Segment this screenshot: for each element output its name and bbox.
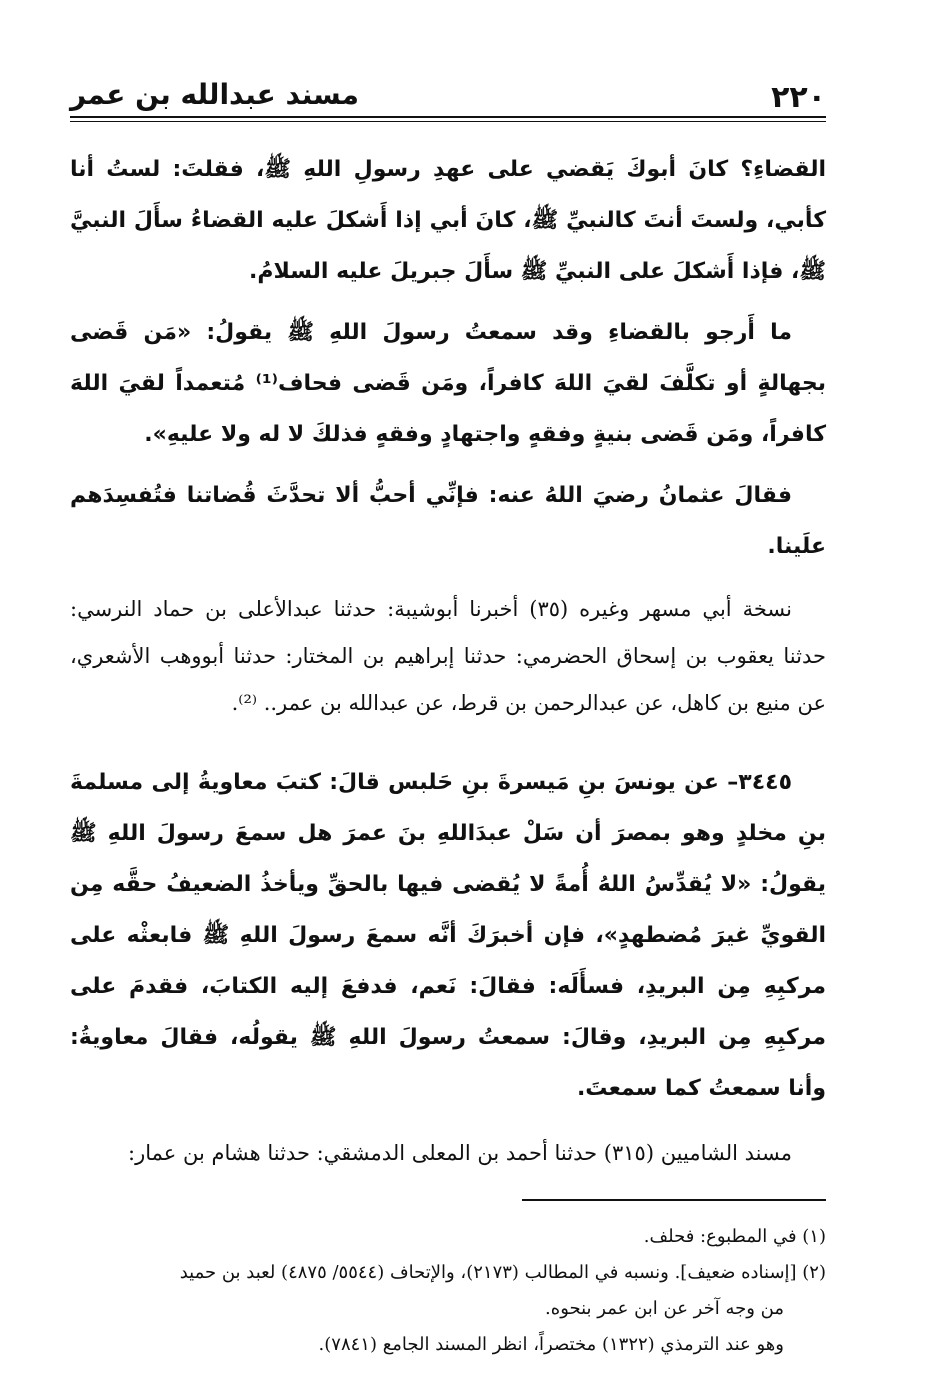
footnote-2-line-3: وهو عند الترمذي (١٣٢٢) مختصراً، انظر المسند الجامع (٧٨٤١). bbox=[318, 1334, 784, 1355]
footnote-2: (٢) [إسناده ضعيف]. ونسبه في المطالب (٢١٧٣)، والإتحاف (٥٥٤٤/ ٤٨٧٥) لعبد بن حميد bbox=[179, 1262, 826, 1283]
paragraph-isnad: نسخة أبي مسهر وغيره (٣٥) أخبرنا أبوشيبة: حدثنا عبدالأعلى بن حماد النرسي: حدثنا يعقوب بن إسحاق الحضرمي: حدثنا إبراهيم بن المختار: حدثنا أبووهب الأشعري، عن منيع بن كاهل، عن عبدالرحمن بن قرط، عن عبدالله بن عمر.. ⁽²⁾. bbox=[70, 597, 826, 715]
paragraph-isnad-shamiyin: مسند الشاميين (٣١٥) حدثنا أحمد بن المعلى الدمشقي: حدثنا هشام بن عمار: bbox=[128, 1141, 792, 1165]
footnote-divider bbox=[522, 1199, 826, 1201]
running-title: مسند عبدالله بن عمر bbox=[70, 78, 359, 111]
footnote-2-line-2: من وجه آخر عن ابن عمر بنحوه. bbox=[545, 1298, 784, 1319]
book-page bbox=[70, 78, 826, 1355]
paragraph-hadith-3445: ٣٤٤٥– عن يونسَ بنِ مَيسرةَ بنِ حَلبس قالَ: كتبَ معاويةُ إلى مسلمةَ بنِ مخلدٍ وهو بمصرَ أن سَلْ عبدَاللهِ بنَ عمرَ هل سمعَ رسولَ اللهِ ﷺ يقولُ: «لا يُقدِّسُ اللهُ أُمةً لا يُقضى فيها بالحقِّ ويأخذُ الضعيفُ حقَّه مِن القويِّ غيرَ مُضطهدٍ»، فإن أخبرَكَ أنَّه سمعَ رسولَ اللهِ ﷺ فابعثْه على مركبِهِ مِن البريدِ، فسأَلَه: فقالَ: نَعم، فدفعَ إليه الكتابَ، فقدمَ على مركبِهِ مِن البريدِ، وقالَ: سمعتُ رسولَ اللهِ ﷺ يقولُه، فقالَ معاويةُ: وأنا سمعتُ كما سمعتَ. bbox=[70, 770, 826, 1101]
page-number: ٢٢٠ bbox=[771, 80, 826, 115]
main-text bbox=[70, 144, 826, 1177]
paragraph-continuation: القضاءِ؟ كانَ أبوكَ يَقضي على عهدِ رسولِ اللهِ ﷺ، فقلتَ: لستُ أنا كأبي، ولستَ أنتَ كالنبيِّ ﷺ، كانَ أبي إذا أَشكلَ عليه القضاءُ سأَلَ النبيَّ ﷺ، فإذا أَشكلَ على النبيِّ ﷺ سأَلَ جبريلَ عليه السلامُ. bbox=[70, 157, 826, 284]
paragraph-hadith-quote: ما أَرجو بالقضاءِ وقد سمعتُ رسولَ اللهِ ﷺ يقولُ: «مَن قَضى بجهالةٍ أو تكلَّفَ لقيَ اللهَ كافراً، ومَن قَضى فحاف⁽¹⁾ مُتعمداً لقيَ اللهَ كافراً، ومَن قَضى بنيةٍ وفقهٍ واجتهادٍ وفقهٍ فذلكَ لا له ولا عليهِ». bbox=[70, 320, 826, 447]
paragraph-uthman: فقالَ عثمانُ رضيَ اللهُ عنه: فإنِّي أحبُّ ألا تحدَّثَ قُضاتنا فتُفسِدَهم علَينا. bbox=[70, 483, 826, 559]
page-header bbox=[70, 78, 826, 118]
footnote-1: (١) في المطبوع: فحلف. bbox=[643, 1226, 826, 1247]
footnotes bbox=[70, 1219, 826, 1363]
